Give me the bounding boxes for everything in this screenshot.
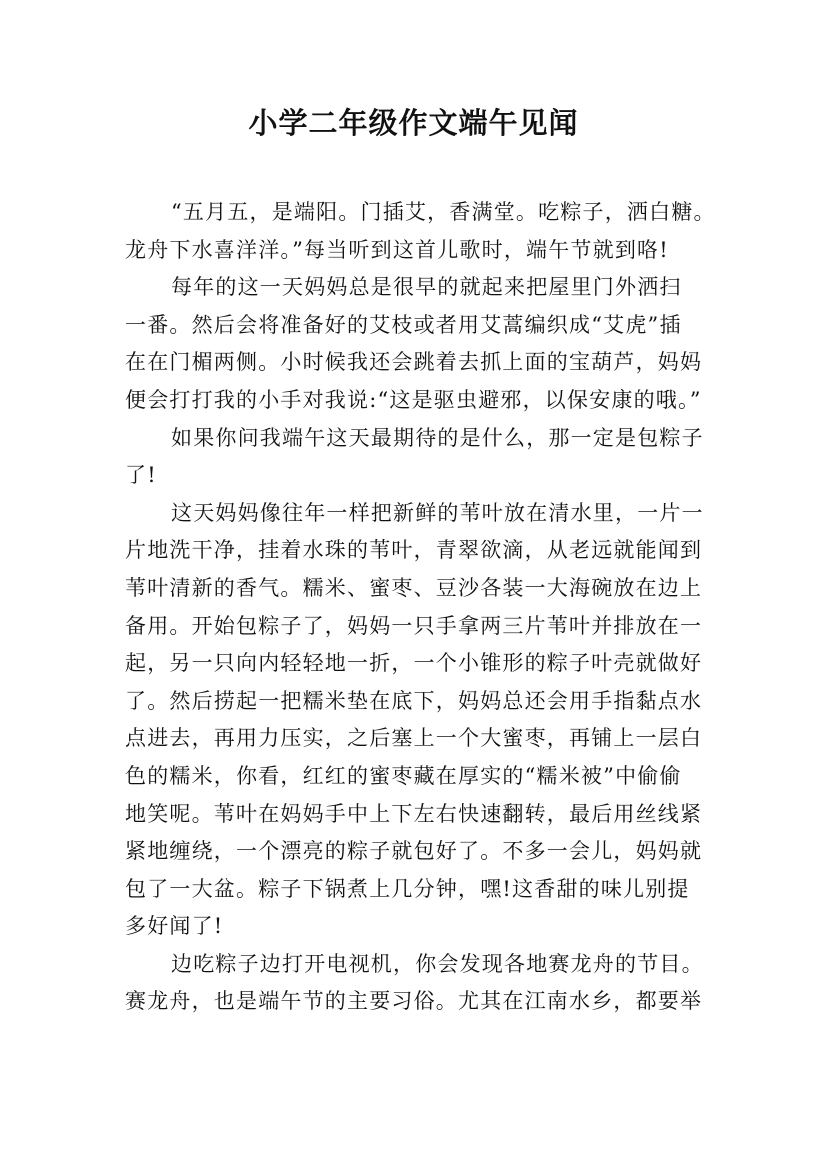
paragraph-line: 这天妈妈像往年一样把新鲜的苇叶放在清水里，一片一 — [171, 500, 704, 525]
paragraph-line: 每年的这一天妈妈总是很早的就起来把屋里门外洒扫 — [171, 275, 682, 300]
paragraph-line: 了。然后捞起一把糯米垫在底下，妈妈总还会用手指黏点水 — [125, 688, 703, 713]
paragraph-line: 一番。然后会将准备好的艾枝或者用艾蒿编织成“艾虎”插 — [125, 312, 682, 337]
paragraph-line: 地笑呢。苇叶在妈妈手中上下左右快速翻转，最后用丝线紧 — [125, 801, 703, 826]
paragraph-line: 片地洗干净，挂着水珠的苇叶，青翠欲滴，从老远就能闻到 — [125, 538, 703, 563]
paragraph-line: 龙舟下水喜洋洋。”每当听到这首儿歌时，端午节就到咯! — [125, 237, 669, 262]
paragraph-line: 多好闻了! — [125, 914, 224, 939]
paragraph-line: 苇叶清新的香气。糯米、蜜枣、豆沙各装一大海碗放在边上 — [125, 575, 703, 600]
paragraph-line: 如果你问我端午这天最期待的是什么，那一定是包粽子 — [171, 425, 704, 450]
paragraph-line: 边吃粽子边打开电视机，你会发现各地赛龙舟的节目。 — [171, 951, 704, 976]
paragraph-line: 点进去，再用力压实，之后塞上一个大蜜枣，再铺上一层白 — [125, 726, 703, 751]
paragraph-line: 便会打打我的小手对我说:“这是驱虫避邪，以保安康的哦。” — [125, 387, 702, 412]
document-body — [125, 194, 725, 1021]
paragraph-line: 了! — [125, 463, 157, 488]
paragraph-line: 起，另一只向内轻轻地一折，一个小锥形的粽子叶壳就做好 — [125, 651, 703, 676]
paragraph-line: 备用。开始包粽子了，妈妈一只手拿两三片苇叶并排放在一 — [125, 613, 703, 638]
document-title: 小学二年级作文端午见闻 — [248, 106, 579, 140]
paragraph-line: 包了一大盆。粽子下锅煮上几分钟，嘿!这香甜的味儿别提 — [125, 876, 690, 901]
paragraph-line: 紧地缠绕，一个漂亮的粽子就包好了。不多一会儿，妈妈就 — [125, 839, 703, 864]
paragraph-line: 赛龙舟，也是端午节的主要习俗。尤其在江南水乡，都要举 — [125, 989, 703, 1014]
paragraph-line: “五月五，是端阳。门插艾，香满堂。吃粽子，洒白糖。 — [171, 200, 716, 224]
paragraph-line: 在在门楣两侧。小时候我还会跳着去抓上面的宝葫芦，妈妈 — [125, 350, 703, 375]
paragraph-line: 色的糯米，你看，红红的蜜枣藏在厚实的“糯米被”中偷偷 — [125, 763, 682, 788]
